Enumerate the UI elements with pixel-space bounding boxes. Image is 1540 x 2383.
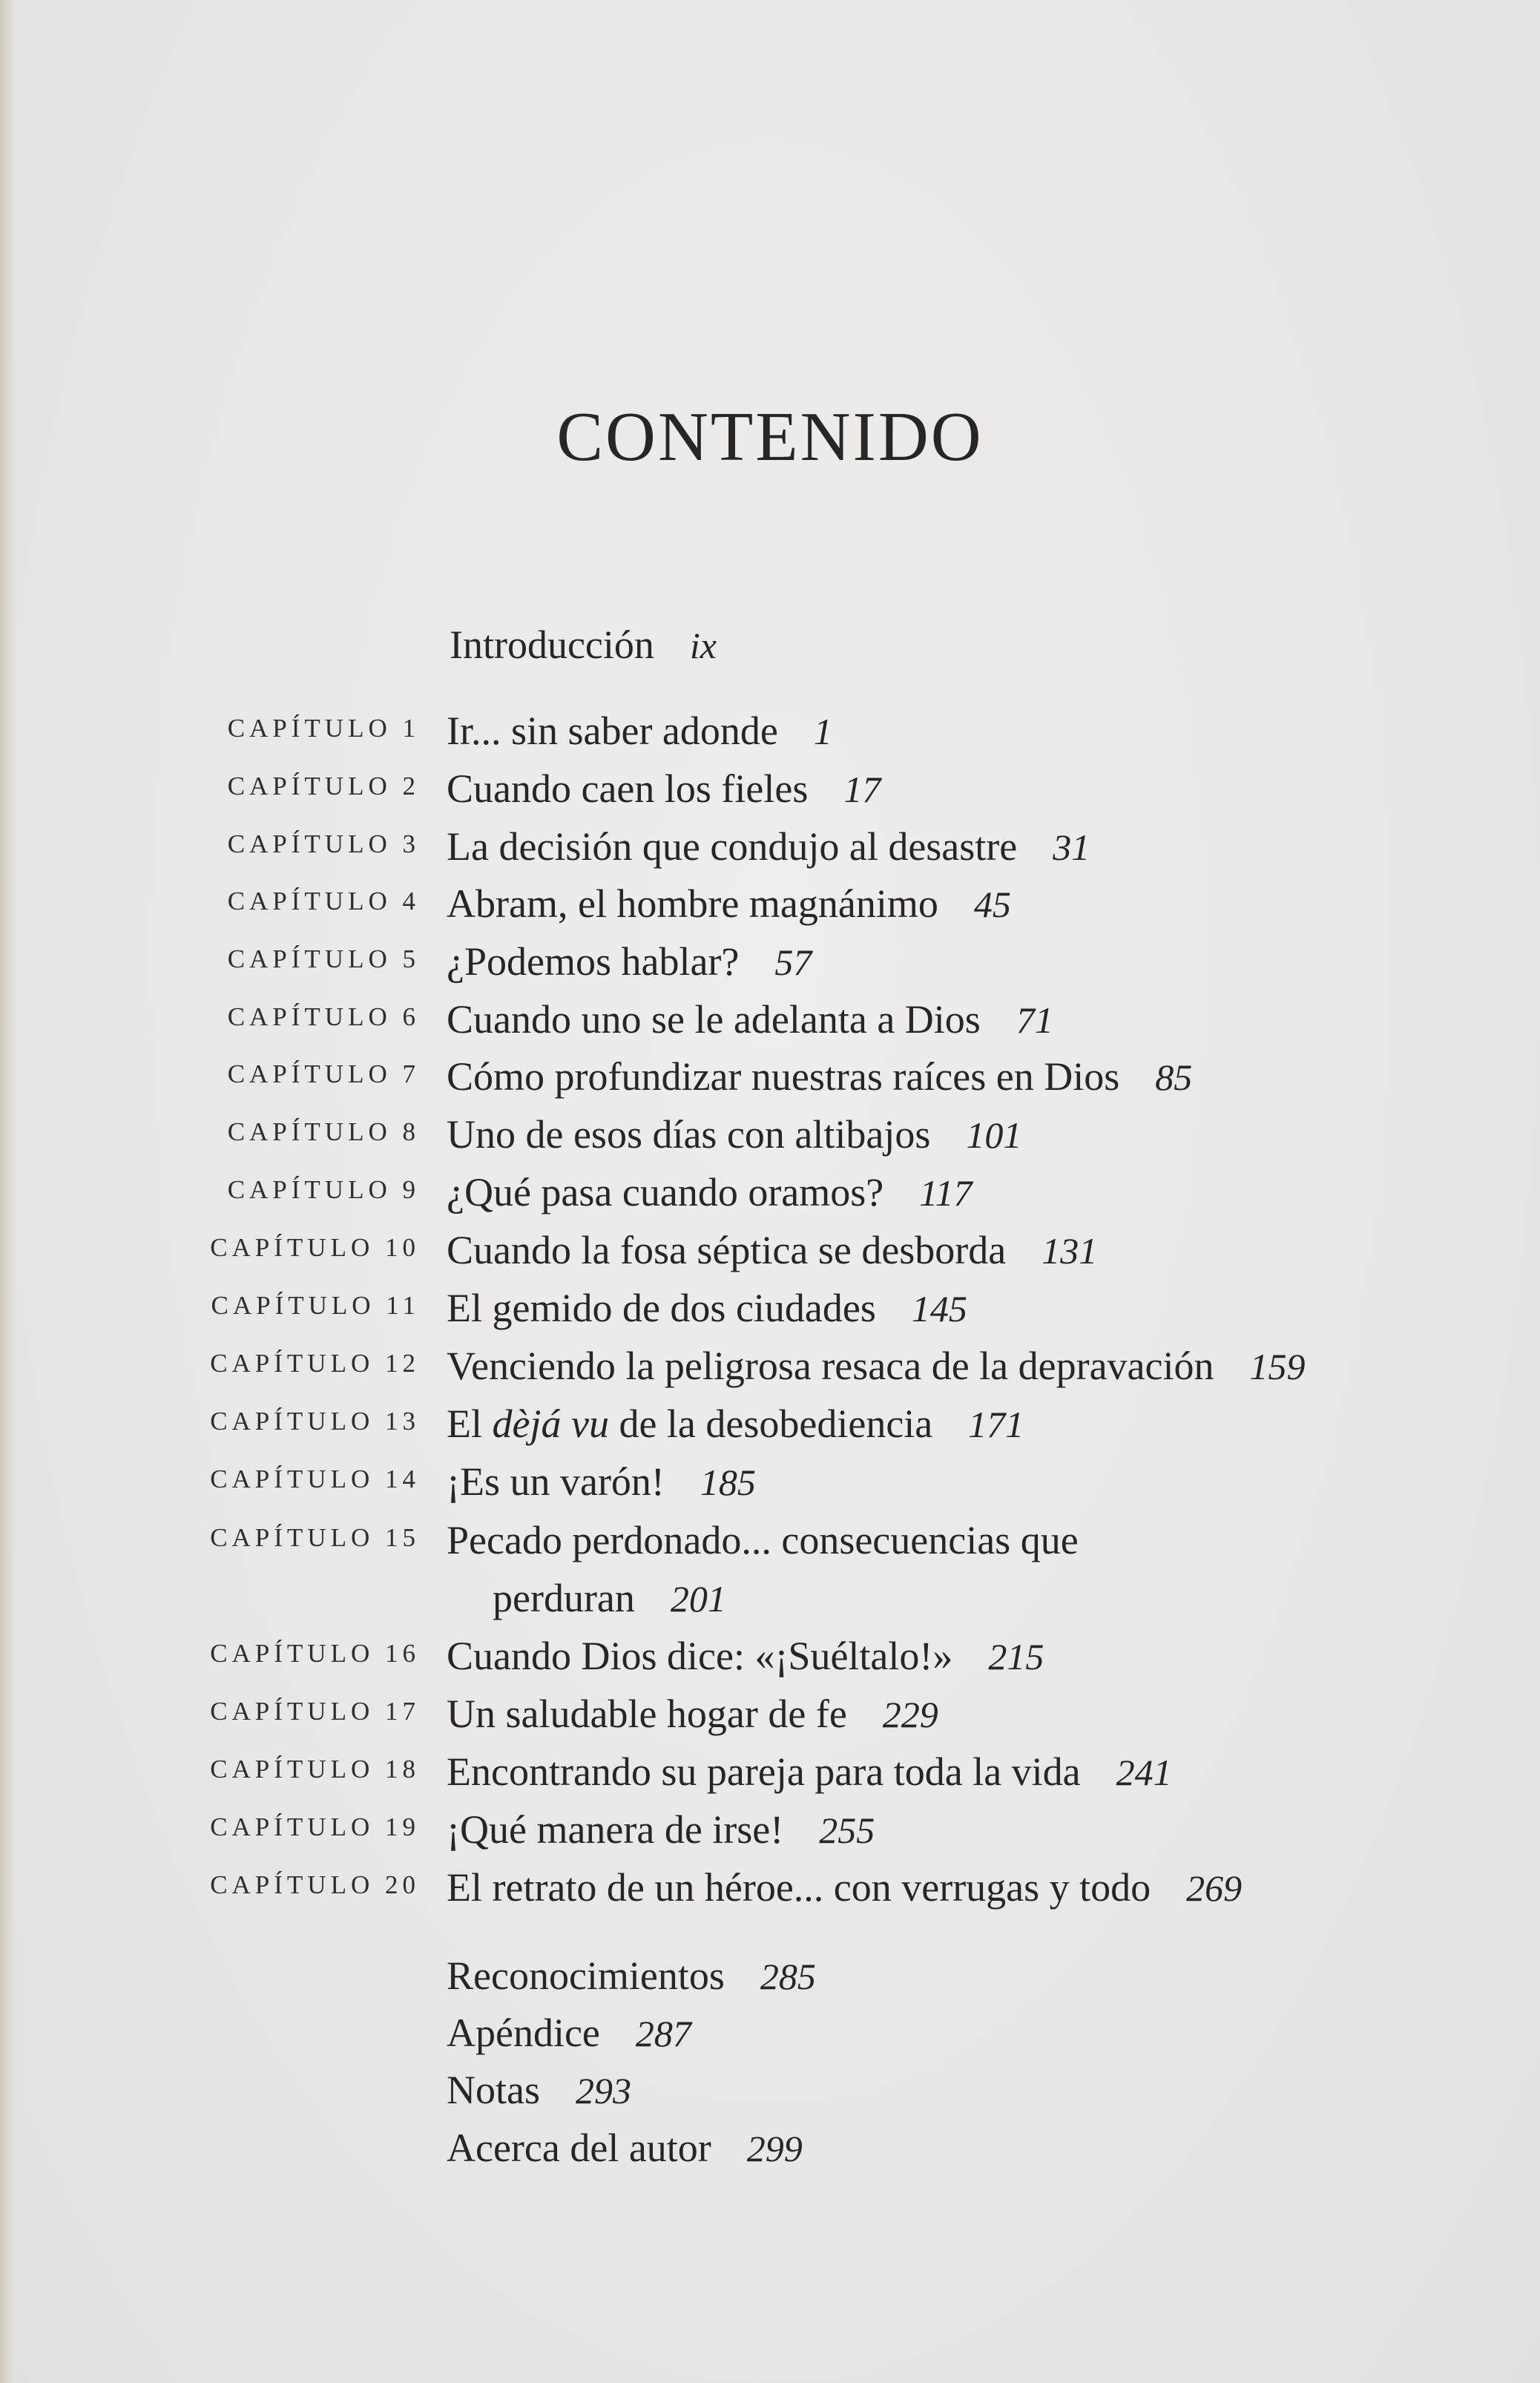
chapter-label: CAPÍTULO 20 [210, 1870, 420, 1899]
chapter-label: CAPÍTULO 15 [210, 1523, 420, 1552]
chapter-title: ¡Es un varón! [447, 1459, 665, 1504]
chapter-title: El gemido de dos ciudades [447, 1286, 876, 1330]
chapter-title-after: de la desobediencia [619, 1401, 933, 1446]
toc-chapter-8[interactable] [0, 1107, 1540, 1162]
chapter-title: Venciendo la peligrosa resaca de la depravación [447, 1344, 1214, 1388]
chapter-page: 45 [973, 884, 1011, 925]
chapter-page: 117 [919, 1172, 973, 1214]
chapter-label: CAPÍTULO 4 [227, 887, 420, 916]
chapter-label: CAPÍTULO 17 [210, 1697, 420, 1726]
toc-chapter-2[interactable] [0, 761, 1540, 816]
chapter-page: 201 [670, 1578, 726, 1620]
chapter-label: CAPÍTULO 6 [227, 1002, 420, 1031]
chapter-page: 1 [813, 711, 832, 752]
chapter-page: 171 [968, 1404, 1024, 1445]
chapter-label: CAPÍTULO 5 [227, 944, 420, 973]
chapter-title: Cuando Dios dice: «¡Suéltalo!» [447, 1634, 953, 1678]
toc-chapter-20[interactable] [0, 1860, 1540, 1915]
chapter-label: CAPÍTULO 8 [227, 1117, 420, 1146]
back-matter-title: Apéndice [447, 2011, 600, 2055]
toc-chapter-14[interactable] [0, 1454, 1540, 1509]
chapter-label: CAPÍTULO 16 [210, 1639, 420, 1668]
chapter-title: ¡Qué manera de irse! [447, 1807, 784, 1852]
chapter-page: 269 [1186, 1867, 1243, 1909]
chapter-title-continued: perduran [493, 1576, 635, 1620]
toc-chapter-16[interactable] [0, 1628, 1540, 1683]
intro-title: Introducción [450, 622, 654, 667]
back-matter-title: Notas [447, 2068, 540, 2112]
chapter-page: 215 [988, 1636, 1044, 1677]
chapter-title: Cuando la fosa séptica se desborda [447, 1228, 1007, 1272]
chapter-page: 71 [1016, 999, 1053, 1041]
chapter-title: Cuando uno se le adelanta a Dios [447, 997, 981, 1042]
chapter-page: 229 [882, 1694, 938, 1735]
toc-chapter-12[interactable] [0, 1338, 1540, 1393]
chapter-label: CAPÍTULO 19 [210, 1812, 420, 1841]
chapter-page: 31 [1053, 826, 1090, 868]
toc-chapter-9[interactable] [0, 1165, 1540, 1220]
toc-chapter-1[interactable] [0, 703, 1540, 758]
chapter-page: 145 [911, 1288, 967, 1329]
toc-chapter-7[interactable] [0, 1049, 1540, 1104]
toc-chapter-17[interactable] [0, 1686, 1540, 1741]
back-matter-title: Reconocimientos [447, 1953, 725, 1998]
chapter-page: 185 [700, 1462, 756, 1503]
chapter-label: CAPÍTULO 11 [211, 1291, 420, 1320]
chapter-label: CAPÍTULO 10 [210, 1233, 420, 1262]
chapter-title: ¿Qué pasa cuando oramos? [447, 1170, 884, 1214]
toc-intro[interactable] [0, 617, 1540, 672]
chapter-title: La decisión que condujo al desastre [447, 824, 1018, 869]
chapter-title: Pecado perdonado... consecuencias que [447, 1518, 1079, 1562]
toc-back-matter-appendix[interactable] [0, 2005, 1540, 2060]
chapter-page: 101 [966, 1114, 1022, 1156]
toc-back-matter-about-author[interactable] [0, 2120, 1540, 2175]
chapter-page: 159 [1249, 1346, 1306, 1387]
toc-back-matter-acknowledgments[interactable] [0, 1948, 1540, 2003]
chapter-page: 255 [819, 1810, 875, 1851]
back-matter-title: Acerca del autor [447, 2126, 711, 2170]
chapter-page: 241 [1116, 1752, 1172, 1793]
toc-chapter-4[interactable] [0, 876, 1540, 931]
chapter-label: CAPÍTULO 13 [210, 1407, 420, 1436]
toc-chapter-10[interactable] [0, 1223, 1540, 1278]
back-matter-page: 287 [635, 2013, 691, 2054]
toc-chapter-6[interactable] [0, 992, 1540, 1047]
chapter-label: CAPÍTULO 7 [227, 1059, 420, 1088]
chapter-page: 131 [1042, 1230, 1098, 1272]
back-matter-page: 299 [746, 2128, 803, 2169]
toc-chapter-15[interactable] [0, 1513, 1540, 1568]
toc-chapter-5[interactable] [0, 934, 1540, 989]
chapter-page: 17 [843, 769, 881, 810]
chapter-label: CAPÍTULO 1 [227, 714, 420, 743]
chapter-title: El retrato de un héroe... con verrugas y todo [447, 1865, 1151, 1910]
toc-back-matter-notes[interactable] [0, 2062, 1540, 2117]
toc-chapter-11[interactable] [0, 1281, 1540, 1335]
chapter-title-before: El [447, 1401, 482, 1446]
chapter-label: CAPÍTULO 14 [210, 1465, 420, 1493]
chapter-title: Ir... sin saber adonde [447, 709, 778, 753]
toc-chapter-18[interactable] [0, 1744, 1540, 1799]
chapter-title: Encontrando su pareja para toda la vida [447, 1749, 1081, 1794]
chapter-label: CAPÍTULO 12 [210, 1349, 420, 1378]
toc-chapter-19[interactable] [0, 1802, 1540, 1857]
chapter-title: ¿Podemos hablar? [447, 939, 740, 984]
toc-chapter-3[interactable] [0, 819, 1540, 874]
chapter-title: Abram, el hombre magnánimo [447, 881, 938, 926]
toc-chapter-13[interactable] [0, 1396, 1540, 1451]
chapter-page: 57 [774, 941, 812, 983]
chapter-title: Cómo profundizar nuestras raíces en Dios [447, 1054, 1120, 1099]
chapter-label: CAPÍTULO 3 [227, 829, 420, 858]
chapter-title: Uno de esos días con altibajos [447, 1112, 931, 1157]
chapter-label: CAPÍTULO 9 [227, 1175, 420, 1204]
back-matter-page: 285 [760, 1956, 816, 1997]
chapter-title: Un saludable hogar de fe [447, 1692, 847, 1736]
chapter-title-italic: dèjá vu [492, 1401, 609, 1446]
page-title: CONTENIDO [556, 398, 984, 476]
chapter-title: Cuando caen los fieles [447, 766, 809, 811]
chapter-label: CAPÍTULO 2 [227, 772, 420, 801]
chapter-label: CAPÍTULO 18 [210, 1755, 420, 1784]
chapter-page: 85 [1155, 1056, 1193, 1098]
back-matter-page: 293 [575, 2070, 631, 2111]
intro-page: ix [689, 625, 717, 666]
toc-chapter-15-continued[interactable] [0, 1571, 1540, 1626]
